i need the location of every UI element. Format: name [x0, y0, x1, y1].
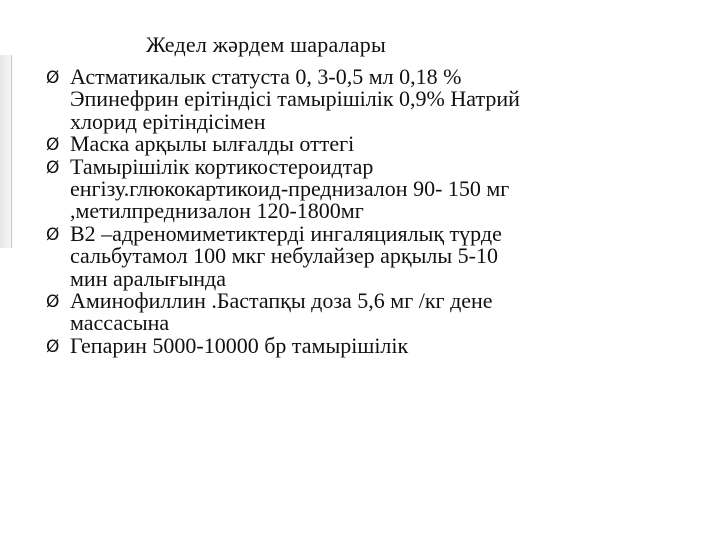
bullet-line: хлорид ерітіндісімен: [70, 108, 266, 134]
arrow-bullet-icon: Ø: [46, 336, 60, 357]
bullet-line: мин аралығында: [70, 265, 226, 291]
bullet-item-heparin: [44, 332, 704, 358]
bullet-line: массасына: [70, 310, 170, 336]
bullet-line: ,метилпреднизалон 120-1800мг: [70, 198, 364, 224]
arrow-bullet-icon: Ø: [46, 224, 60, 245]
slide-title: Жедел жәрдем шаралары: [146, 32, 386, 57]
bullet-line: В2 –адреномиметиктерді ингаляциялық түрде: [70, 220, 502, 246]
bullet-item-corticosteroids: [44, 153, 704, 224]
bullet-line: Гепарин 5000-10000 бр тамырішілік: [70, 332, 409, 358]
arrow-bullet-icon: Ø: [46, 68, 60, 88]
bullet-line: Аминофиллин .Бастапқы доза 5,6 мг /кг дене: [70, 288, 493, 314]
bullet-line: Тамырішілік кортикостероидтар: [70, 153, 374, 179]
arrow-bullet-icon: Ø: [46, 292, 60, 313]
arrow-bullet-icon: Ø: [46, 135, 60, 156]
bullet-line: Эпинефрин ерітіндісі тамырішілік 0,9% Натрий: [70, 86, 520, 112]
bullet-item-aminophylline: [44, 290, 704, 335]
bullet-list: [44, 66, 704, 357]
bullet-line: Маска арқылы ылғалды оттегі: [70, 131, 355, 157]
bullet-line: сальбутамол 100 мкг небулайзер арқылы 5-10: [70, 243, 498, 269]
bullet-item-oxygen-mask: [44, 133, 704, 155]
bullet-item-beta2-agonists: [44, 220, 704, 291]
bullet-item-asthmatic-status: [44, 66, 704, 133]
bullet-line: Астматикалык статуста 0, 3-0,5 мл 0,18 %: [70, 64, 462, 89]
left-edge-panel: [0, 55, 12, 248]
bullet-line: енгізу.глюкокартикоид-преднизалон 90- 150 мг: [70, 176, 510, 202]
arrow-bullet-icon: Ø: [46, 157, 60, 178]
